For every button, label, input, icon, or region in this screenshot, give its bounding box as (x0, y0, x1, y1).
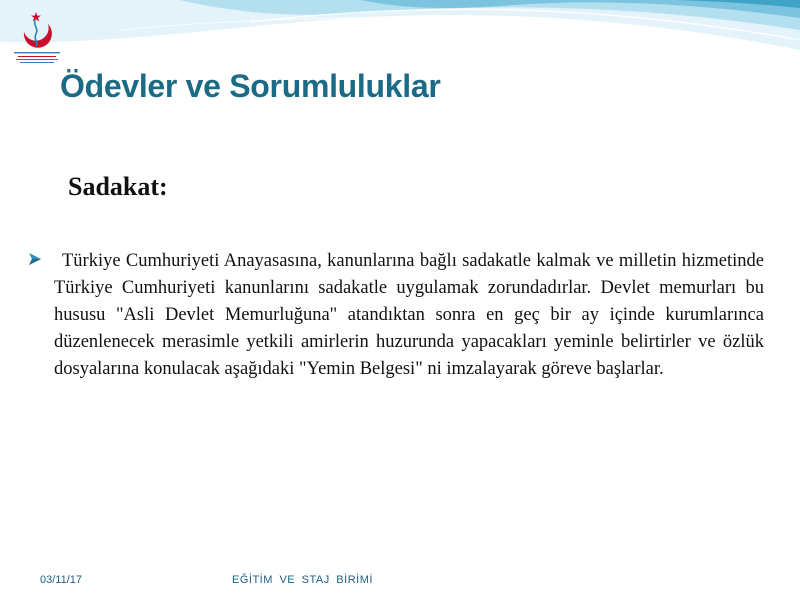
bullet-item (28, 248, 764, 383)
bullet-text: Türkiye Cumhuriyeti Anayasasına, kanunlarına bağlı sadakatle kalmak ve milletin hizmetinde Türkiye Cumhuriyeti kanunlarını sadakatle uygulamak zorundadırlar. Devlet memurları bu hususu "Asli Devlet Memurluğuna" atandıktan sonra en geç bir ay içinde kurumlarınca düzenlenecek merasimle yetkili amirlerin huzurunda yapacakları yeminle belirtirler ve özlük dosyalarına konulacak aşağıdaki "Yemin Belgesi" ni imzalayarak göreve başlarlar. (54, 251, 764, 379)
arrow-bullet-icon (28, 252, 42, 266)
slide-title: Ödevler ve Sorumluluklar (60, 68, 441, 104)
section-heading: Sadakat: (68, 172, 168, 201)
footer-unit: EĞİTİM VE STAJ BİRİMİ (232, 574, 373, 586)
footer-date: 03/11/17 (40, 574, 83, 586)
ministry-logo (2, 2, 72, 72)
ministry-logo-icon (2, 2, 72, 72)
